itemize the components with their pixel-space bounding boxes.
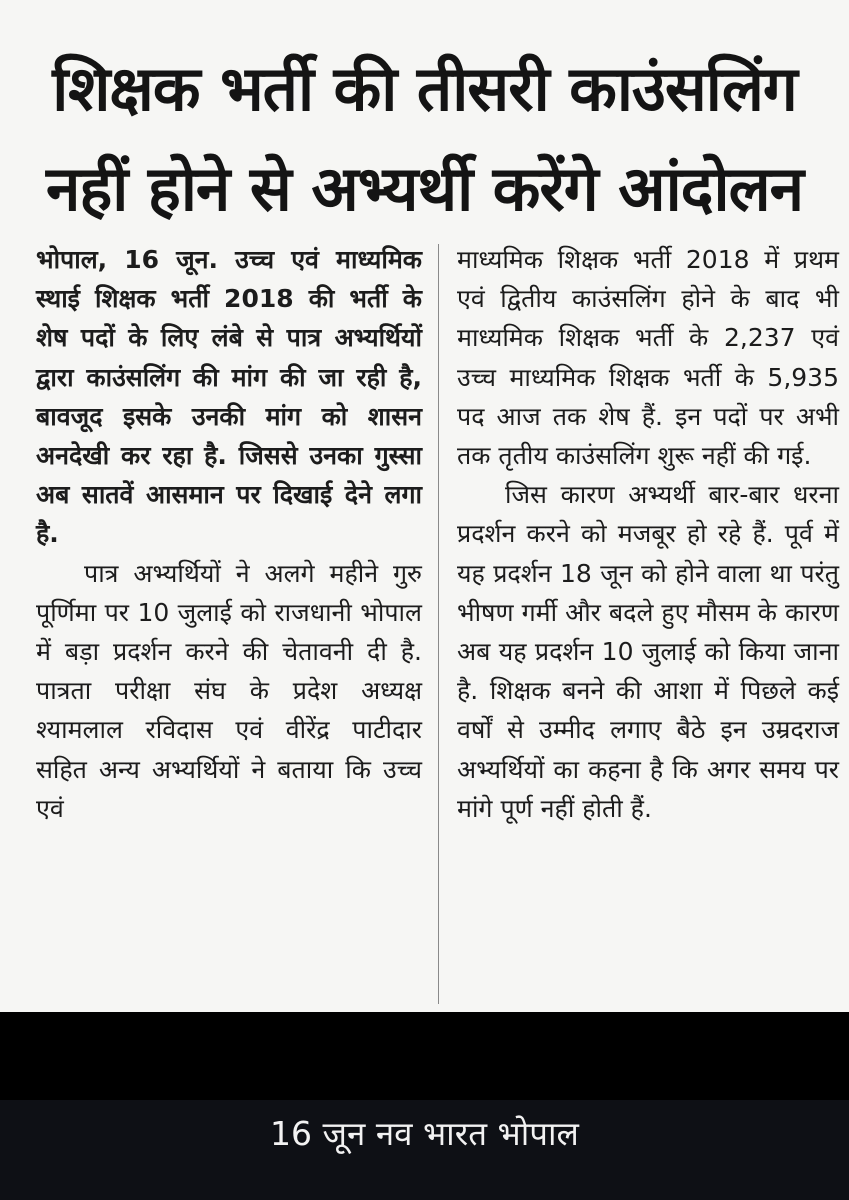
article-paragraph: पात्र अभ्यर्थियों ने अलगे महीने गुरु पूर्णिमा पर 10 जुलाई को राजधानी भोपाल में बड़ा प्रदर्शन करने की चेतावनी दी है. पात्रता परीक्षा संघ के प्रदेश अध्यक्ष श्यामलाल रविदास एवं वीरेंद्र पाटीदार सहित अन्य अभ्यर्थियों ने बताया कि उच्च एवं <box>36 558 422 823</box>
caption-text: 16 जून नव भारत भोपाल <box>270 1114 579 1153</box>
article-column-left <box>36 240 422 828</box>
image-caption-bar <box>0 1100 849 1200</box>
lead-paragraph: भोपाल, 16 जून. उच्च एवं माध्यमिक स्थाई शिक्षक भर्ती 2018 की भर्ती के शेष पदों के लिए लंबे से पात्र अभ्यर्थियों द्वारा काउंसलिंग की मांग की जा रही है, बावजूद इसके उनकी मांग को शासन अनदेखी कर रहा है. जिससे उनका गुस्सा अब सातवें आसमान पर दिखाई देने लगा है. <box>36 245 422 549</box>
article-column-right <box>457 240 839 828</box>
headline <box>8 39 841 239</box>
article-paragraph: माध्यमिक शिक्षक भर्ती 2018 में प्रथम एवं द्वितीय काउंसलिंग होने के बाद भी माध्यमिक शिक्षक भर्ती के 2,237 एवं उच्च माध्यमिक शिक्षक भर्ती के 5,935 पद आज तक शेष हैं. इन पदों पर अभी तक तृतीय काउंसलिंग शुरू नहीं की गई. <box>457 245 839 471</box>
article-paragraph: जिस कारण अभ्यर्थी बार-बार धरना प्रदर्शन करने को मजबूर हो रहे हैं. पूर्व में यह प्रदर्शन 18 जून को होने वाला था परंतु भीषण गर्मी और बदले हुए मौसम के कारण अब यह प्रदर्शन 10 जुलाई को किया जाना है. शिक्षक बनने की आशा में पिछले कई वर्षों से उम्मीद लगाए बैठे इन उम्रदराज अभ्यर्थियों का कहना है कि अगर समय पर मांगे पूर्ण नहीं होती हैं. <box>457 480 839 823</box>
column-divider <box>438 244 439 1004</box>
headline-line-1: शिक्षक भर्ती की तीसरी काउंसलिंग <box>52 52 797 126</box>
headline-line-2: नहीं होने से अभ्यर्थी करेंगे आंदोलन <box>45 152 804 226</box>
